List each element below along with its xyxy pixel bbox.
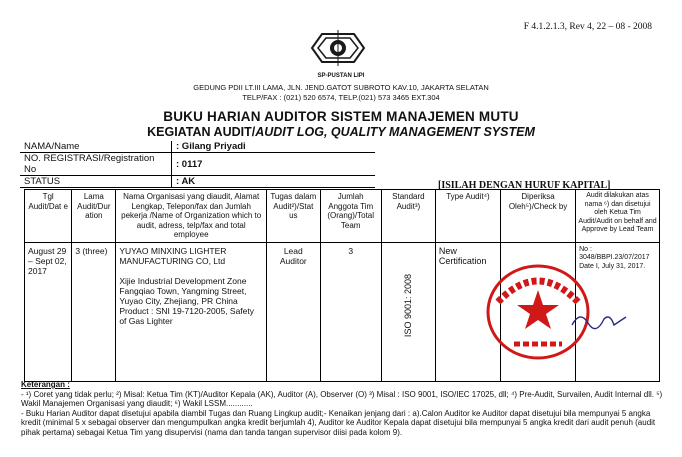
cell-duration: 3 (three) bbox=[72, 242, 116, 381]
info-label: STATUS bbox=[20, 176, 172, 188]
logo-caption: SP-PUSTAN LIPI bbox=[317, 73, 365, 79]
notes-section bbox=[21, 380, 671, 437]
info-value: : 0117 bbox=[172, 153, 376, 176]
note-item: - Buku Harian Auditor dapat disetujui apabila diambil Tugas dan Ruang Lingkup audit;- Kenaikan jenjang dari : a).Calon Auditor ke Auditor dapat disetujui bila mempunyai 5 angka kredit (minimal 5 x sebagai observer dan mengumpulkan angka kredit berjumlah 4), Auditor ke Auditor Kepala dapat disetujui bila mempunyai 5 angka kredit dari audit penuh (audit pihak pertama) sebagai Ketua Tim yang disupervisi (nama dan tanda tangan supervisor diisi pada kolom 9). bbox=[21, 408, 656, 437]
header-checked-by: Diperiksa Oleh⁵)/Check by bbox=[501, 190, 576, 243]
cell-organization bbox=[116, 242, 267, 381]
org-product: Product : SNI 19-7120-2005, Safety of Gas Lighter bbox=[119, 305, 254, 326]
institution-logo bbox=[308, 24, 368, 72]
document-reference: F 4.1.2.1.3, Rev 4, 22 – 08 - 2008 bbox=[523, 22, 652, 32]
header-organization bbox=[116, 190, 267, 243]
header-date: Tgl Audit/Dat e bbox=[25, 190, 72, 243]
auditor-info-table bbox=[20, 141, 375, 188]
info-row-status bbox=[20, 176, 375, 188]
header-duration: Lama Audit/Dur ation bbox=[72, 190, 116, 243]
page-title: BUKU HARIAN AUDITOR SISTEM MANAJEMEN MUTU bbox=[163, 109, 519, 124]
cell-type: New Certification bbox=[435, 242, 500, 381]
org-address: Xijie Industrial Development Zone Fangqiao Town, Yangming Street, Yuyao City, Zhejiang, PR China bbox=[119, 275, 247, 306]
subtitle-part-a: KEGIATAN AUDIT/ bbox=[147, 125, 256, 139]
cell-approval: No : 3048/BBPI.23/07/2017 Date I, July 31, 2017. bbox=[576, 242, 660, 381]
header-status: Tugas dalam Audit²)/Stat us bbox=[267, 190, 321, 243]
instruction-capitals: [ISILAH DENGAN HURUF KAPITAL] bbox=[438, 180, 611, 191]
page-subtitle bbox=[0, 125, 682, 139]
header-team: Jumlah Anggota Tim (Orang)/Total Team bbox=[320, 190, 381, 243]
header-standard: Standard Audit³) bbox=[381, 190, 435, 243]
header-approval: Audit dilakukan atas nama ⁶) dan disetujui oleh Ketua Tim Audit/Audit on behalf and Approve by Lead Team bbox=[576, 190, 660, 243]
standard-vertical-text: ISO 9001: 2008 bbox=[403, 273, 414, 337]
header-type: Type Audit⁴) bbox=[435, 190, 500, 243]
cell-status: Lead Auditor bbox=[267, 242, 321, 381]
notes-title bbox=[21, 380, 671, 390]
signature bbox=[570, 305, 630, 335]
notes-title-text: Keterangan : bbox=[21, 380, 70, 389]
address-line-1: GEDUNG PDII LT.III LAMA, JLN. JEND.GATOT SUBROTO KAV.10, JAKARTA SELATAN bbox=[193, 83, 489, 92]
note-item: - ¹) Coret yang tidak perlu; ²) Misal: Ketua Tim (KT)/Auditor Kepala (AK), Auditor (A), Observer (O) ³) Misal : ISO 9001, ISO/IEC 17025, dll; ⁴) Pre-Audit, Survailen, Audit Internal dll. ⁵) Wakil Manajemen Organisasi yang diaudit; ⁶) Wakil LSSM............ bbox=[21, 389, 663, 408]
info-value: : AK bbox=[172, 176, 376, 188]
cell-team: 3 bbox=[320, 242, 381, 381]
info-row-name bbox=[20, 141, 375, 153]
info-label: NAMA/Name bbox=[20, 141, 172, 153]
address-line-2: TELP/FAX : (021) 520 6574, TELP.(021) 573 3465 EXT.304 bbox=[242, 93, 440, 102]
table-header-row bbox=[25, 190, 660, 243]
cell-standard bbox=[381, 242, 435, 381]
subtitle-part-b: AUDIT LOG, QUALITY MANAGEMENT SYSTEM bbox=[255, 125, 535, 139]
info-label: NO. REGISTRASI/Registration No bbox=[20, 153, 172, 176]
info-value: : Gilang Priyadi bbox=[172, 141, 376, 153]
header-organization-text: Nama Organisasi yang diaudit, Alamat Lengkap, Telepon/fax dan Jumlah pekerja /Name of Organization which to audit, adress, telp/fax and total employee bbox=[121, 192, 262, 239]
info-row-registration bbox=[20, 153, 375, 176]
cell-date: August 29 – Sept 02, 2017 bbox=[25, 242, 72, 381]
org-name: YUYAO MINXING LIGHTER MANUFACTURING CO, Ltd bbox=[119, 245, 227, 266]
